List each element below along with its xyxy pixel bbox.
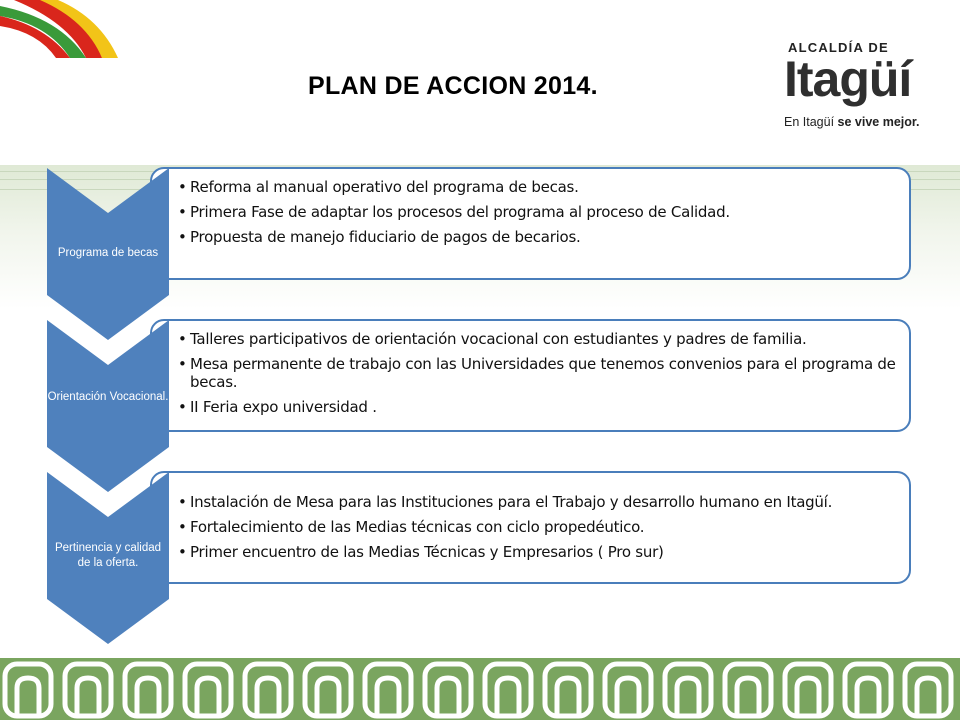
section-label: Pertinencia y calidad de la oferta. [54,542,162,569]
list-item: • Fortalecimiento de las Medias técnicas con ciclo propedéutico. [176,518,899,536]
list-item: • II Feria expo universidad . [176,398,899,416]
section-chevron-orientacion [47,320,169,492]
section-card-becas [150,167,911,280]
list-item: • Propuesta de manejo fiduciario de pagos de becarios. [176,228,899,246]
footer-pattern [0,658,960,720]
corner-stripes-logo [0,0,120,60]
bullet-list [176,493,899,568]
page-title: PLAN DE ACCION 2014. [308,72,598,100]
list-item: • Mesa permanente de trabajo con las Universidades que tenemos convenios para el programa de becas. [176,355,899,391]
logo-top-text: ALCALDÍA DE [788,40,889,55]
logo-wordmark: Itagüí [784,51,912,107]
section-card-orientacion [150,319,911,432]
alcaldia-logo [780,38,950,138]
section-chevron-becas [47,168,169,340]
list-item: • Reforma al manual operativo del programa de becas. [176,178,899,196]
list-item: • Instalación de Mesa para las Instituciones para el Trabajo y desarrollo humano en Itagüí. [176,493,899,511]
section-label: Programa de becas [57,247,159,259]
logo-tagline: En Itagüí se vive mejor. [784,115,920,129]
section-label: Orientación Vocacional. [47,391,169,403]
list-item: • Talleres participativos de orientación vocacional con estudiantes y padres de familia. [176,330,899,348]
bullet-list [176,330,899,423]
list-item: • Primera Fase de adaptar los procesos del programa al proceso de Calidad. [176,203,899,221]
section-chevron-pertinencia [47,472,169,644]
list-item: • Primer encuentro de las Medias Técnicas y Empresarios ( Pro sur) [176,543,899,561]
section-card-pertinencia [150,471,911,584]
bullet-list [176,178,899,253]
